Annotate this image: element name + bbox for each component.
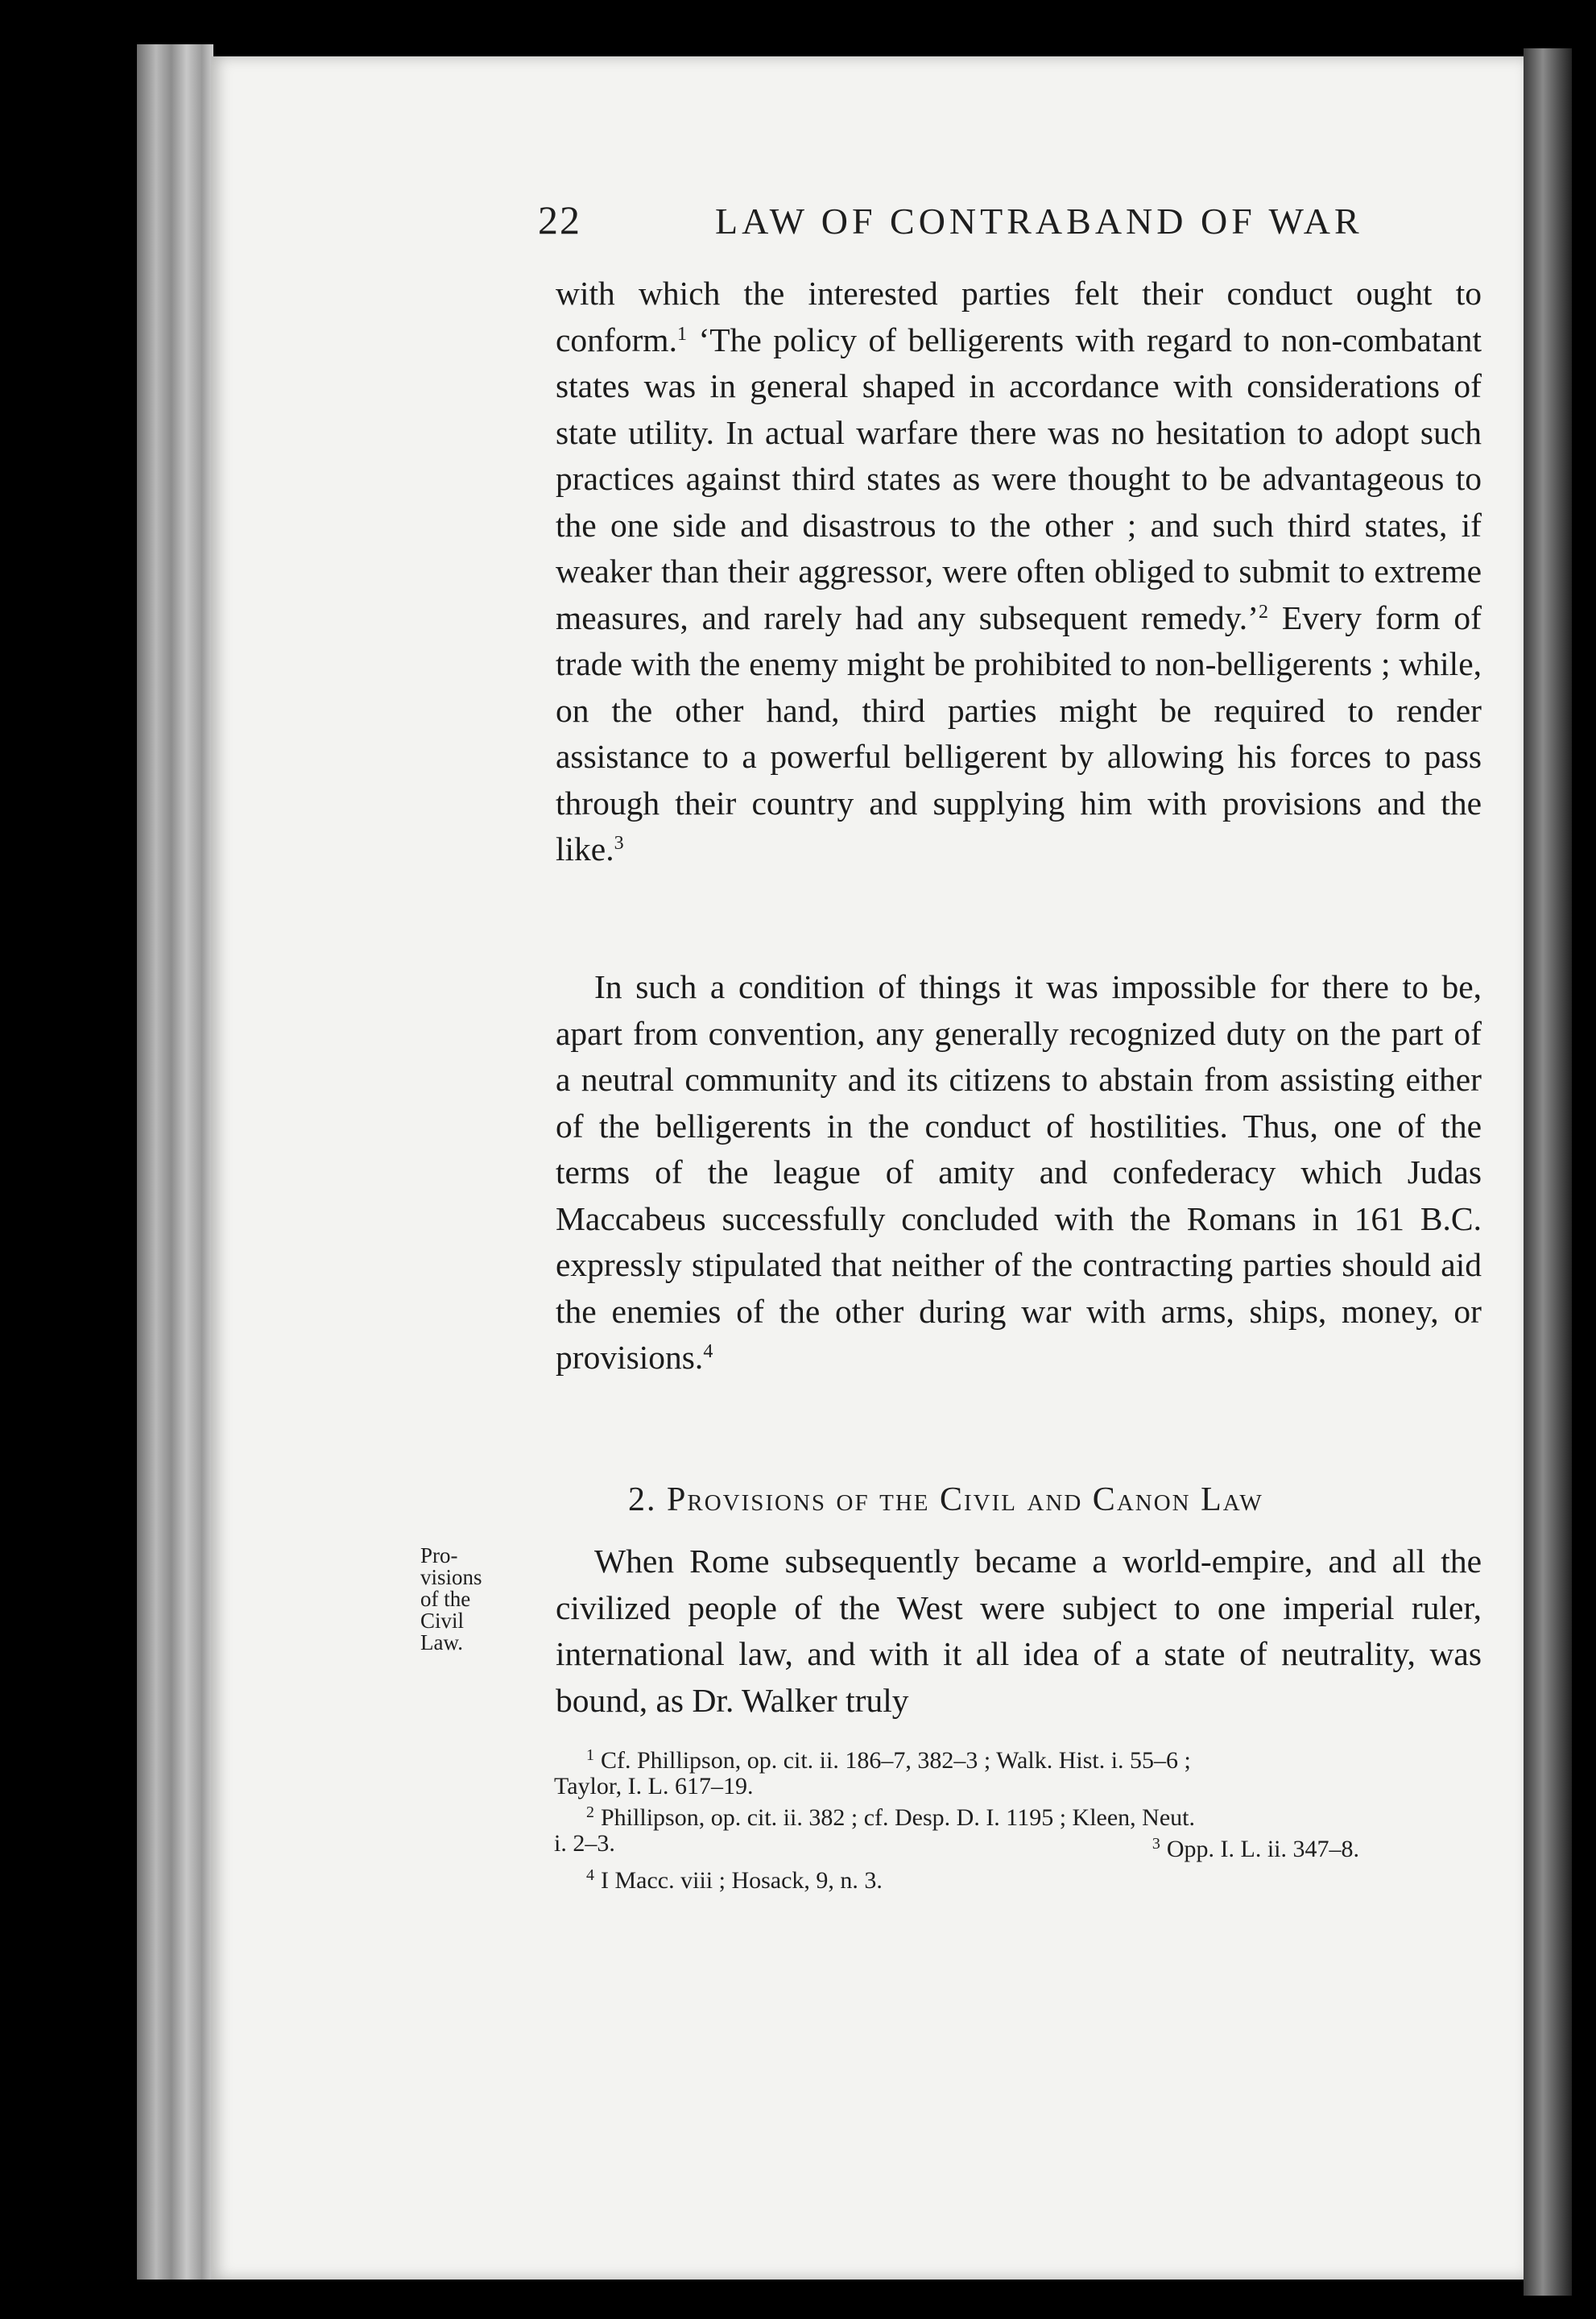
paragraph-1-text-a: with which the interested parties felt their conduct ought to conform. [556,275,1482,358]
sidenote-line: Pro- [420,1543,458,1567]
footnote-3-text: Opp. I. L. ii. 347–8. [1166,1836,1359,1862]
footnotes [554,1742,1480,1894]
section-heading: 2. Provisions of the Civil and Canon Law [628,1481,1263,1518]
footnote-4 [554,1862,1480,1894]
paragraph-3-text: When Rome subsequently became a world-empire, and all the civilized people of the West were subject to one imperial ruler, international law, and with it all idea of a state of neutrality, was bound, as Dr. Walker truly [556,1543,1482,1719]
footnote-2-number: 2 [586,1803,594,1821]
paragraph-1-text-b: ‘The policy of belligerents with regard to non-combatant states was in general shaped in accordance with considerations of state utility. In actual warfare there was no hesitation to adopt such practices against third states as were thought to be advantageous to the one side and disastrous to the other ; and such third states, if weaker than their aggressor, were often obliged to submit to extreme measures, and rarely had any subsequent remedy.’ [556,321,1482,636]
footnote-2-line-2: i. 2–3. [554,1830,615,1857]
footnote-2-text: Phillipson, op. cit. ii. 382 ; cf. Desp. D. I. 1195 ; Kleen, Neut. [601,1804,1195,1831]
footnote-3-number: 3 [1152,1835,1160,1853]
page-header [538,197,1367,246]
footnote-1-text: Cf. Phillipson, op. cit. ii. 186–7, 382–3 ; Walk. Hist. i. 55–6 ; [601,1747,1191,1774]
margin-sidenote [420,1545,517,1654]
sidenote-line: visions [420,1565,482,1589]
paragraph-1-text-c: Every form of trade with the enemy might be prohibited to non-belligerents ; while, on the other hand, third parties might be required to render assistance to a powerful belligerent by allowing his forces to pass through their country and supplying him with provisions and the like. [556,598,1482,868]
footnote-2-3-row [554,1831,1480,1862]
sidenote-line: Law. [420,1630,463,1654]
sidenote-line: of the [420,1587,471,1611]
footnote-1-number: 1 [586,1746,594,1764]
footnote-ref-1: 1 [676,323,687,345]
footnote-2-line-1 [554,1799,1480,1831]
footnote-4-number: 4 [586,1866,594,1884]
footnote-4-text: I Macc. viii ; Hosack, 9, n. 3. [601,1867,883,1894]
paragraph-3 [556,1538,1482,1724]
footnote-1-line-1 [554,1742,1480,1774]
paragraph-2-text: In such a condition of things it was impossible for there to be, apart from convention, any generally recognized duty on the part of a neutral community and its citizens to abstain from assisting either of the belligerents in the conduct of hostilities. Thus, one of the terms of the league of amity and confederacy which Judas Maccabeus successfully concluded with the Romans in 161 B.C. expressly stipulated that neither of the contracting parties should aid the enemies of the other during war with arms, ships, money, or provisions. [556,968,1482,1376]
footnote-ref-2: 2 [1258,601,1268,623]
running-title: LAW OF CONTRABAND OF WAR [715,201,1363,242]
footnote-3 [1152,1831,1359,1862]
paragraph-1 [556,271,1482,873]
footnote-1-line-2: Taylor, I. L. 617–19. [554,1773,754,1799]
page-edge-shadow [1524,48,1572,2296]
page-number: 22 [538,197,581,242]
book-binding [137,44,213,2280]
footnote-ref-4: 4 [703,1341,713,1362]
footnote-ref-3: 3 [614,833,624,854]
paragraph-2 [556,964,1482,1381]
sidenote-line: Civil [420,1609,465,1633]
